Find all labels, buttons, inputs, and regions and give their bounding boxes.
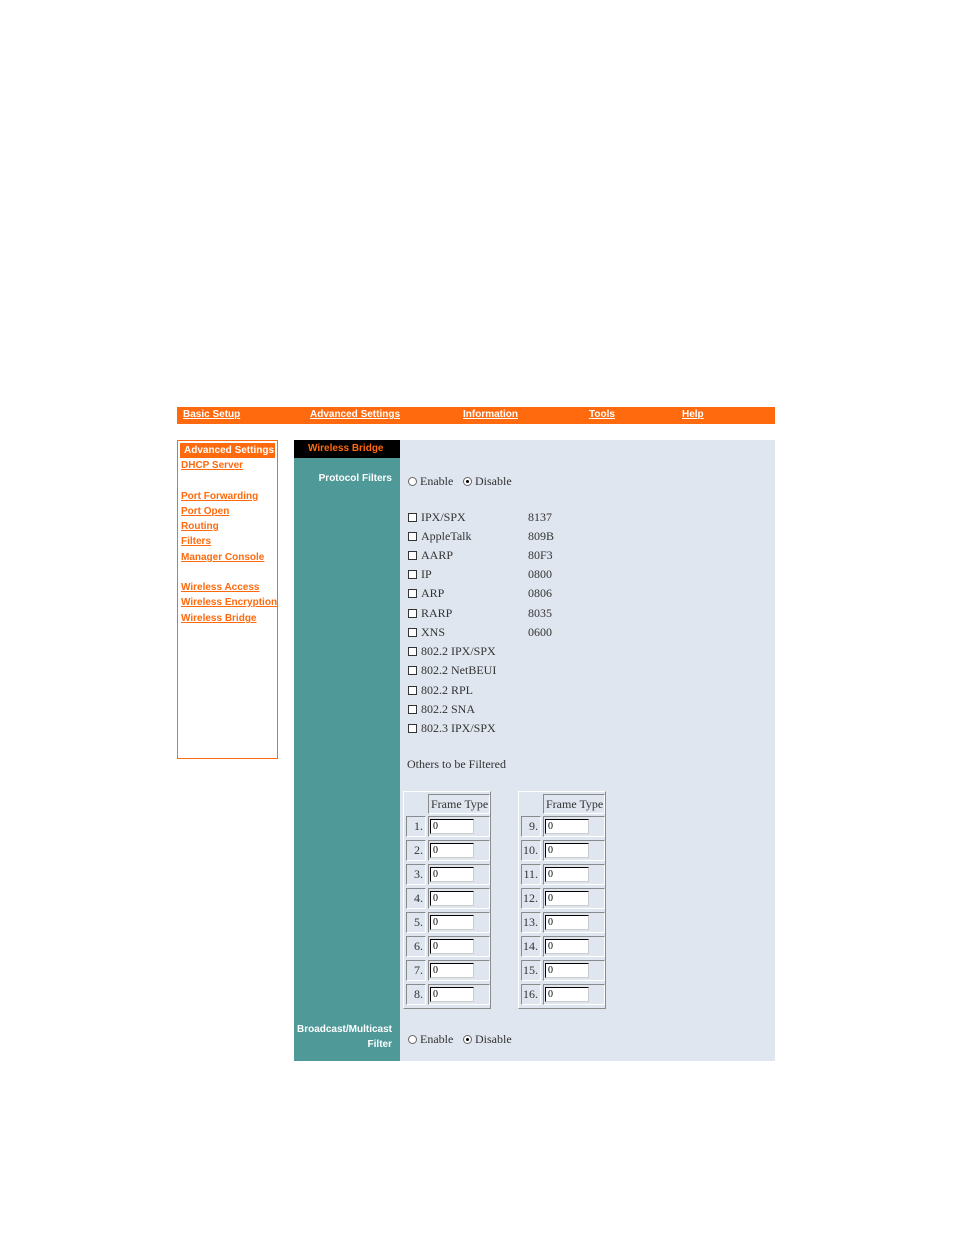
section-title: Wireless Bridge <box>294 440 400 458</box>
frame-number: 4. <box>406 888 426 909</box>
protocol-checkbox[interactable] <box>408 628 417 637</box>
broadcast-filter-disable-label: Disable <box>475 1032 512 1046</box>
frame-type-input[interactable]: 0 <box>430 891 474 906</box>
protocol-checkbox[interactable] <box>408 513 417 522</box>
frame-input-cell <box>543 888 605 909</box>
protocol-checkbox[interactable] <box>408 666 417 675</box>
frame-input-cell <box>543 840 605 861</box>
broadcast-filter-disable-option[interactable] <box>463 1032 512 1047</box>
frame-type-header-label: Frame Type <box>431 797 489 811</box>
sidebar-item-port-forwarding[interactable]: Port Forwarding <box>181 491 259 502</box>
frame-type-input[interactable]: 0 <box>545 987 589 1002</box>
protocol-checkbox[interactable] <box>408 647 417 656</box>
frame-input-cell <box>543 936 605 957</box>
frame-input-cell <box>428 984 490 1005</box>
frame-number: 6. <box>406 936 426 957</box>
sidebar-item-wireless-encryption[interactable]: Wireless Encryption <box>181 597 278 608</box>
frame-input-cell <box>428 840 490 861</box>
frame-number: 13. <box>521 912 541 933</box>
frame-input-cell <box>543 864 605 885</box>
frame-input-cell <box>428 816 490 837</box>
protocol-row-appletalk[interactable] <box>408 528 471 544</box>
protocol-row-aarp[interactable] <box>408 547 453 563</box>
protocol-checkbox[interactable] <box>408 724 417 733</box>
frame-type-header-label: Frame Type <box>546 797 604 811</box>
protocol-row-802-2-rpl[interactable] <box>408 682 473 698</box>
protocol-code: 80F3 <box>528 548 553 562</box>
protocol-filters-label: Protocol Filters <box>318 473 392 484</box>
protocol-row-802-2-sna[interactable] <box>408 701 475 717</box>
frame-type-input[interactable]: 0 <box>545 963 589 978</box>
sidebar-item-wireless-access[interactable]: Wireless Access <box>181 582 260 593</box>
protocol-code: 0806 <box>528 586 552 600</box>
frame-number: 2. <box>406 840 426 861</box>
frame-number: 9. <box>521 816 541 837</box>
protocol-name: XNS <box>421 624 446 639</box>
frame-input-cell <box>428 912 490 933</box>
protocol-name: 802.2 SNA <box>421 701 476 716</box>
nav-advanced-settings[interactable]: Advanced Settings <box>310 409 401 420</box>
protocol-checkbox[interactable] <box>408 532 417 541</box>
frame-type-input[interactable]: 0 <box>430 867 474 882</box>
protocol-row-802-2-ipx-spx[interactable] <box>408 643 496 659</box>
frame-type-input[interactable]: 0 <box>430 819 474 834</box>
protocol-filters-enable-option[interactable] <box>408 474 453 489</box>
frame-number: 16. <box>521 984 541 1005</box>
sidebar-item-port-open[interactable]: Port Open <box>181 506 230 517</box>
protocol-row-802-2-netbeui[interactable] <box>408 662 496 678</box>
broadcast-filter-enable-option[interactable] <box>408 1032 453 1047</box>
frame-number: 12. <box>521 888 541 909</box>
protocol-code: 0800 <box>528 567 552 581</box>
frame-type-input[interactable]: 0 <box>430 915 474 930</box>
protocol-name: 802.2 NetBEUI <box>421 662 497 677</box>
broadcast-filter-disable-radio[interactable] <box>463 1035 472 1044</box>
frame-input-cell <box>428 864 490 885</box>
sidebar-item-wireless-bridge[interactable]: Wireless Bridge <box>181 613 257 624</box>
frame-input-cell <box>543 984 605 1005</box>
others-filtered-label: Others to be Filtered <box>407 757 506 771</box>
nav-tools[interactable]: Tools <box>589 409 615 420</box>
frame-type-table-left <box>403 791 491 1009</box>
protocol-row-arp[interactable] <box>408 585 444 601</box>
frame-number: 3. <box>406 864 426 885</box>
label-column <box>294 440 400 1061</box>
frame-type-input[interactable]: 0 <box>545 819 589 834</box>
protocol-filters-disable-label: Disable <box>475 474 512 488</box>
frame-input-cell <box>428 936 490 957</box>
protocol-name: 802.2 IPX/SPX <box>421 643 496 658</box>
frame-input-cell <box>543 816 605 837</box>
frame-type-input[interactable]: 0 <box>545 867 589 882</box>
protocol-name: 802.3 IPX/SPX <box>421 720 496 735</box>
nav-information[interactable]: Information <box>463 409 518 420</box>
protocol-name: RARP <box>421 605 453 620</box>
broadcast-filter-label-line1: Broadcast/Multicast <box>296 1024 392 1035</box>
protocol-checkbox[interactable] <box>408 705 417 714</box>
frame-number: 11. <box>521 864 541 885</box>
frame-number: 14. <box>521 936 541 957</box>
protocol-checkbox[interactable] <box>408 609 417 618</box>
protocol-row-ip[interactable] <box>408 566 432 582</box>
protocol-name: 802.2 RPL <box>421 682 474 697</box>
frame-input-cell <box>543 960 605 981</box>
frame-input-cell <box>428 960 490 981</box>
protocol-row-xns[interactable] <box>408 624 445 640</box>
protocol-name: ARP <box>421 585 445 600</box>
protocol-code: 8137 <box>528 510 552 524</box>
protocol-filters-enable-label: Enable <box>420 474 454 488</box>
frame-number: 7. <box>406 960 426 981</box>
sidebar-item-manager-console[interactable]: Manager Console <box>181 552 265 563</box>
frame-input-cell <box>428 888 490 909</box>
protocol-row-rarp[interactable] <box>408 605 452 621</box>
sidebar-item-filters[interactable]: Filters <box>181 536 212 547</box>
protocol-row-ipx-spx[interactable] <box>408 509 466 525</box>
broadcast-filter-label-line2: Filter <box>367 1039 392 1050</box>
frame-type-input[interactable]: 0 <box>545 939 589 954</box>
frame-number: 15. <box>521 960 541 981</box>
protocol-checkbox[interactable] <box>408 686 417 695</box>
frame-type-input[interactable]: 0 <box>430 939 474 954</box>
frame-number: 10. <box>521 840 541 861</box>
protocol-filters-disable-radio[interactable] <box>463 477 472 486</box>
frame-type-input[interactable]: 0 <box>545 843 589 858</box>
protocol-name: IPX/SPX <box>421 509 466 524</box>
protocol-code: 809B <box>528 529 555 543</box>
protocol-checkbox[interactable] <box>408 570 417 579</box>
frame-type-table-right <box>518 791 606 1009</box>
frame-type-input[interactable]: 0 <box>545 915 589 930</box>
frame-type-header <box>428 794 490 814</box>
frame-number: 1. <box>406 816 426 837</box>
protocol-checkbox[interactable] <box>408 589 417 598</box>
frame-input-cell <box>543 912 605 933</box>
frame-type-input[interactable]: 0 <box>430 963 474 978</box>
frame-type-input[interactable]: 0 <box>545 891 589 906</box>
protocol-code: 0600 <box>528 625 552 639</box>
frame-type-header <box>543 794 605 814</box>
protocol-filters-disable-option[interactable] <box>463 474 512 489</box>
frame-type-input[interactable]: 0 <box>430 987 474 1002</box>
nav-basic-setup[interactable]: Basic Setup <box>183 409 241 420</box>
protocol-name: AppleTalk <box>421 528 472 543</box>
frame-type-input[interactable]: 0 <box>430 843 474 858</box>
broadcast-filter-enable-label: Enable <box>420 1032 454 1046</box>
sidebar-item-routing[interactable]: Routing <box>181 521 219 532</box>
protocol-name: IP <box>421 566 432 581</box>
protocol-filters-enable-radio[interactable] <box>408 477 417 486</box>
protocol-name: AARP <box>421 547 454 562</box>
protocol-checkbox[interactable] <box>408 551 417 560</box>
protocol-code: 8035 <box>528 606 552 620</box>
frame-number: 8. <box>406 984 426 1005</box>
protocol-row-802-3-ipx-spx[interactable] <box>408 720 496 736</box>
nav-help[interactable]: Help <box>682 409 704 420</box>
sidebar-item-dhcp-server[interactable]: DHCP Server <box>181 460 244 471</box>
sidebar <box>177 440 278 759</box>
frame-number: 5. <box>406 912 426 933</box>
broadcast-filter-enable-radio[interactable] <box>408 1035 417 1044</box>
sidebar-header: Advanced Settings <box>180 443 275 458</box>
top-nav-bar <box>177 407 775 424</box>
